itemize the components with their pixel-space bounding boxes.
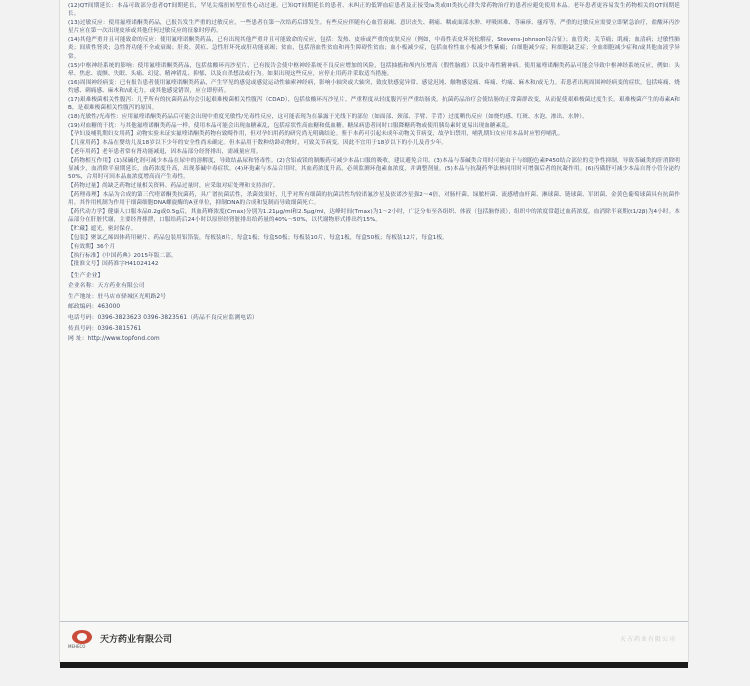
paragraph-shelf-life: 【有效期】36个月 xyxy=(68,243,116,250)
paragraph-overdose: 【药物过量】尚缺乏药物过量相关资料。药品过量时，应采取对症处理和支持治疗。 xyxy=(68,183,279,190)
footer-bar xyxy=(60,621,688,652)
manufacturer-heading: 【生产企业】 xyxy=(68,272,104,279)
mirrored-company-name: 天方药业有限公司 xyxy=(619,636,676,643)
manufacturer-block xyxy=(68,271,680,345)
paragraph-blood-glucose: (19)对血糖的干扰：与其他氟喹诺酮类药品一样，使用本品可能会出现血糖紊乱，包括症状性高血糖和低血糖。糖尿病患者同时口服降糖药物或使用胰岛素时更易出现血糖紊乱。 xyxy=(68,122,513,129)
manufacturer-fax: 传真号码：0396-3815761 xyxy=(68,325,142,332)
insert-text-body xyxy=(68,2,680,345)
paragraph-standard: 【执行标准】《中国药典》2015年版二部。 xyxy=(68,252,177,259)
manufacturer-website: 网 址：http://www.topfond.com xyxy=(68,336,160,343)
paragraph-storage: 【贮藏】遮光，密封保存。 xyxy=(68,226,137,233)
manufacturer-phone: 电话号码：0396-3823623 0396-3823561（药品不良反应监测电话） xyxy=(68,315,258,322)
manufacturer-address: 生产地址：驻马店市驿城区光明路2号 xyxy=(68,293,167,300)
company-logo-icon xyxy=(72,630,92,644)
paragraph-pharmacology: 【药理毒理】本品为合成的第三代喹诺酮类抗菌药，具广谱抗菌活性，杀菌效果好，几乎对所有细菌的抗菌活性均较诺氟沙星及依诺沙星强2～4倍，对肠杆菌、绿脓杆菌、流感嗜血杆菌、淋球菌、链球菌、军团菌、金黄色葡萄球菌具有抗菌作用。其作用机制为作用于细菌细胞DNA螺旋酶的A亚单位，抑制DNA的合成和复制而导致细菌死亡。 xyxy=(68,192,680,207)
paragraph-photosensitivity: (18)光敏性/光毒性：应用氟喹诺酮类药品后可能会出现中重度光敏性/光毒性反应，这可能表现为在暴露于光线下的部位（如面部、颈部、手臂、手背）过度晒伤反应（如烧灼感、红斑、水泡、渗出、水肿）。 xyxy=(68,113,588,120)
paragraph-approval-number: 【批准文号】国药准字H41024142 xyxy=(68,261,159,268)
logo-subtext: MEHECO xyxy=(68,644,86,649)
manufacturer-name: 企业名称：天方药业有限公司 xyxy=(68,283,145,290)
paragraph-pharmacokinetics: 【药代动力学】健康人口服本品0.2g或0.5g后，其血药峰浓度(Cmax)分别为1.21μg/ml和2.5μg/ml，达峰时间(Tmax)为1～2小时，广泛分布至各组织、体液（包括脑脊液），组织中的浓度常超过血药浓度。血消除半衰期(t1/2β)为4小时。本品部分在肝脏代谢，主要经肾排泄，口服给药后24小时以原形经肾脏排出给药量的40%～50%，以代谢物形式排出约15%。 xyxy=(68,209,680,224)
paragraph-qt: (12)QT间期延长：本品可致部分患者QT间期延长，罕见尖端扭转型室性心动过速。已知QT间期延长的患者、未纠正的低钾血症患者及正接受Ia类或III类抗心律失常药物治疗的患者应避免使用本品。老年患者更容易发生药物相关的QT间期延长。 xyxy=(68,3,680,18)
manufacturer-postal-code: 邮政编码：463000 xyxy=(68,304,121,311)
company-name: 天方药业有限公司 xyxy=(100,635,173,645)
paragraph-packaging: 【包装】聚氯乙烯固体药用硬片、药品包装用铝箔装，每板装8片，每盒1板；每盒50板；每板装10片，每盒1板，每盒50板；每板装12片，每盒1板。 xyxy=(68,235,448,242)
paragraph-interactions: 【药物相互作用】(1)尿碱化剂可减少本品在尿中的溶解度，导致结晶尿和肾毒性。(2)含铝或镁的制酸药可减少本品口服的吸收，建议避免合用。(3)本品与茶碱类合用时可能由于与细胞色素P450结合部位的竞争性抑制，导致茶碱类的肝消除明显减少，血消除半衰期延长，血药浓度升高，出现茶碱中毒症状。(4)环孢素与本品合用时，其血药浓度升高，必须监测环孢素血浓度，并调整剂量。(5)本品与抗凝药华法林同用时可增强后者的抗凝作用。(6)丙磺舒可减少本品自肾小管分泌约50%，合用时可因本品血浓度增高而产生毒性。 xyxy=(68,157,680,181)
bottom-shadow-band xyxy=(60,662,688,668)
paragraph-serious-reactions: (14)其他严重并且可能致命的反应：使用氟喹诺酮类药品，已有出现其他严重并且可能致命的反应，包括：发热、皮疹或严重的皮肤反应（例如，中毒性表皮坏死松解症，Stevens-Johnson综合征）；血管炎；关节痛；肌痛；血清病；过敏性肺炎；间质性肾炎；急性肾功能不全或衰竭；肝炎、黄疸、急性肝坏死或肝功能衰竭；贫血，包括溶血性贫血和再生障碍性贫血；血小板减少症，包括血栓性血小板减少性紫癜；白细胞减少症；粒细胞缺乏症；全血细胞减少症和/或其他血液学异常。 xyxy=(68,37,680,60)
package-insert-sheet xyxy=(60,0,688,662)
paragraph-pregnancy: 【孕妇及哺乳期妇女用药】动物实验未证实氟喹诺酮类药物有致畸作用，但对孕妇用药的研究尚无明确结论。鉴于本药可引起未成年动物关节病变，故孕妇禁用，哺乳期妇女应用本品时应暂停哺乳。 xyxy=(68,131,564,138)
paragraph-neuropathy: (16)周围神经病变：已有报告患者使用氟喹诺酮类药品，产生罕见的感觉或感觉运动性轴索神经病，影响小轴突或大轴突，致皮肤感觉异常、感觉迟钝、触物感觉痛、疼痛、灼痛、麻木和/或无力。若患者出现周围神经病变的症状，包括疼痛、烧灼感、刺痛感、麻木和/或无力，或其他感觉错误，应立即停药。 xyxy=(68,79,680,94)
paragraph-cns: (15)中枢神经系统的影响：使用氟喹诺酮类药品，包括盐酸环丙沙星片，已有报告会使中枢神经系统不良反应增加的风险，包括抽搐和颅内压增高（假性脑瘤）以及中毒性精神病。使用氟喹诺酮类药品可能会导致中枢神经系统反应，例如：头晕、焦虑、震颤、失眠、头痛、幻觉、精神错乱、抑郁，以及自杀想法或行为。如果出现这些反应，应停止用药并采取适当措施。 xyxy=(68,62,680,77)
paragraph-allergy: (13)过敏反应：使用氟喹诺酮类药品，已报告发生严重的过敏反应，一些患者在第一次给药后即发生。有些反应伴随有心血管衰竭、意识丧失、刺痛、咽或面部水肿、呼吸困难、荨麻疹、瘙痒等。严重的过敏反应需要立即紧急治疗，盐酸环丙沙星片应在第一次出现皮疹或其他任何过敏反应的征象时停药。 xyxy=(68,20,680,35)
paragraph-geriatric: 【老年用药】老年患者常有肾功能减退，因本品部分经肾排出，需减量应用。 xyxy=(68,149,262,156)
paragraph-cdad: (17)艰难梭菌相关性腹泻：几乎所有的抗菌药品均会引起艰难梭菌相关性腹泻（CDAD），包括盐酸环丙沙星片，严重程度从轻度腹泻至严重结肠炎。抗菌药品治疗会使结肠的正常菌群改变，从而促使艰难梭菌过度生长。艰难梭菌产生的毒素A和B，是艰难梭菌相关性腹泻的原因。 xyxy=(68,96,680,112)
paragraph-pediatric: 【儿童用药】本品在婴幼儿及18岁以下少年的安全性尚未确定。但本品用于数种幼龄动物时，可致关节病变。因此不宜用于18岁以下的小儿及青少年。 xyxy=(68,140,448,147)
